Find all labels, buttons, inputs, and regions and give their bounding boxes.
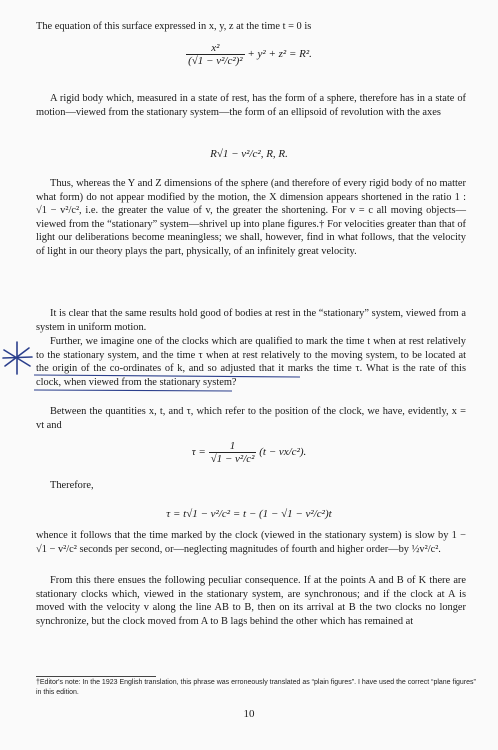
fraction-denominator: √1 − v²/c² [210, 453, 255, 465]
equation-tau [0, 440, 498, 465]
equation-tau-expanded: τ = t√1 − v²/c² = t − (1 − √1 − v²/c²)t [166, 508, 332, 520]
page-number: 10 [243, 708, 255, 720]
equation-fraction [209, 440, 257, 465]
paragraph-clock-slow: whence it follows that the time marked by the clock (viewed in the stationary system) is slow by 1 − √1 − v²/c² seconds per second, or—neglecting magnitudes of fourth and higher order—by ½v²/c². [36, 530, 466, 555]
equation-fraction [186, 42, 245, 67]
fraction-denominator: (√1 − v²/c²)² [188, 55, 243, 67]
paragraph-clock-setup: Further, we imagine one of the clocks which are qualified to mark the time t when at rest relatively to the stationary system, and the time τ when at rest relatively to the moving system, to be located at the origin of the co-ordinates of k, and so adjusted that it marks the time τ. What is the rate of this clock, when viewed from the stationary system? [36, 336, 466, 388]
paragraph-therefore: Therefore, [50, 480, 94, 491]
footnote-divider [36, 676, 156, 677]
equation-remainder: + y² + z² = R². [247, 48, 312, 61]
footnote: †Editor's note: In the 1923 English translation, this phrase was erroneously translated as “plain figures”. I have used the correct “plane figures” in this edition. [36, 679, 476, 696]
equation-axes: R√1 − v²/c², R, R. [210, 148, 288, 160]
equation-rhs: (t − vx/c²). [259, 446, 307, 459]
fraction-numerator: 1 [209, 440, 257, 453]
paragraph-clock-paradox: From this there ensues the following peculiar consequence. If at the points A and B of K there are stationary clocks which, viewed in the stationary system, are synchronous; and if the clock at A is moved with the velocity v along the line AB to B, then on its arrival at B the two clocks no longer synchronize, but the clock moved from A to B lags behind the other which has remained at [36, 575, 466, 627]
equation-ellipsoid [0, 42, 498, 67]
paragraph-quantities: Between the quantities x, t, and τ, which refer to the position of the clock, we have, evidently, x = vt and [36, 406, 466, 431]
equation-lhs: τ = [191, 446, 206, 459]
paragraph-rigid-body: A rigid body which, measured in a state of rest, has the form of a sphere, therefore has in a state of motion—viewed from the stationary system—the form of an ellipsoid of revolution with the axes [36, 93, 466, 118]
underline-mark [34, 390, 232, 391]
fraction-numerator: x² [186, 42, 245, 55]
paragraph-stationary-bodies: It is clear that the same results hold good of bodies at rest in the “stationary” system, viewed from a system in uniform motion. [36, 308, 466, 333]
paragraph-surface-equation-intro: The equation of this surface expressed in x, y, z at the time t = 0 is [36, 21, 312, 32]
asterisk-mark-icon [3, 342, 32, 374]
paragraph-contraction: Thus, whereas the Y and Z dimensions of the sphere (and therefore of every rigid body of no matter what form) do not appear modified by the motion, the X dimension appears shortened in the ratio 1 : √1 − v²/c², i.e. the greater the value of v, the greater the shortening. For v = c all moving objects—viewed from the “stationary” system—shrivel up into plane figures.† For velocities greater than that of light our deliberations become meaningless; we shall, however, find in what follows, that the velocity of light in our theory plays the part, physically, of an infinitely great velocity. [36, 178, 466, 257]
